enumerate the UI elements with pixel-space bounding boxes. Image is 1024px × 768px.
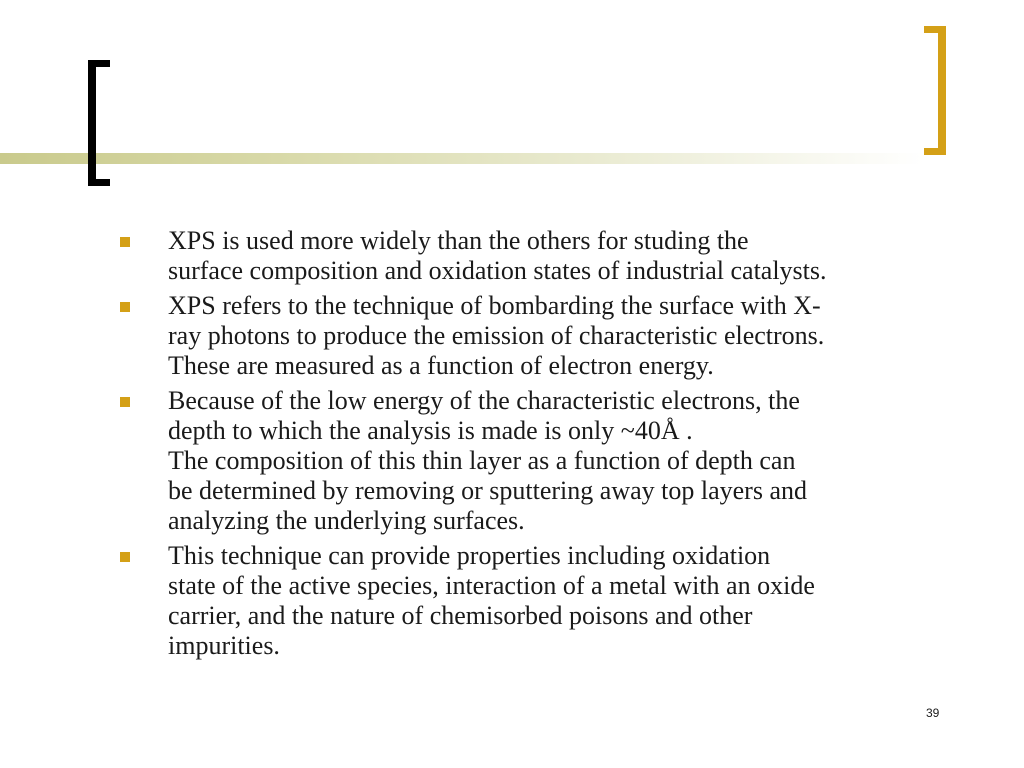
- square-bullet-icon: [120, 237, 130, 247]
- square-bullet-icon: [120, 302, 130, 312]
- bullet-text-line: impurities.: [168, 631, 280, 660]
- bullet-text-line: These are measured as a function of electron energy.: [168, 351, 714, 380]
- bullet-text-line: carrier, and the nature of chemisorbed poisons and other: [168, 601, 753, 630]
- bullet-text-line: XPS refers to the technique of bombarding the surface with X-: [168, 291, 821, 320]
- slide-body: [118, 226, 978, 666]
- bullet-text-line: state of the active species, interaction of a metal with an oxide: [168, 571, 815, 600]
- bullet-text-line: be determined by removing or sputtering away top layers and: [168, 476, 807, 505]
- bullet-text-line: analyzing the underlying surfaces.: [168, 506, 525, 535]
- square-bullet-icon: [120, 397, 130, 407]
- bullet-text-line: surface composition and oxidation states of industrial catalysts.: [168, 256, 827, 285]
- bullet-text-line: XPS is used more widely than the others for studing the: [168, 226, 749, 255]
- bullet-item: [118, 541, 978, 661]
- square-bullet-icon: [120, 552, 130, 562]
- left-bracket-decoration: [88, 60, 110, 186]
- bullet-text-line: depth to which the analysis is made is only ~40Å .: [168, 416, 693, 445]
- bullet-text-line: Because of the low energy of the characteristic electrons, the: [168, 386, 800, 415]
- header-gradient-band: [0, 153, 924, 164]
- bullet-text-line: ray photons to produce the emission of characteristic electrons.: [168, 321, 825, 350]
- bullet-item: [118, 226, 978, 286]
- bullet-text-line: This technique can provide properties including oxidation: [168, 541, 771, 570]
- bullet-item: [118, 386, 978, 536]
- page-number: 39: [926, 706, 940, 720]
- bullet-text-line: The composition of this thin layer as a function of depth can: [168, 446, 796, 475]
- bullet-list: [118, 226, 978, 661]
- right-bracket-decoration: [924, 26, 946, 155]
- bullet-item: [118, 291, 978, 381]
